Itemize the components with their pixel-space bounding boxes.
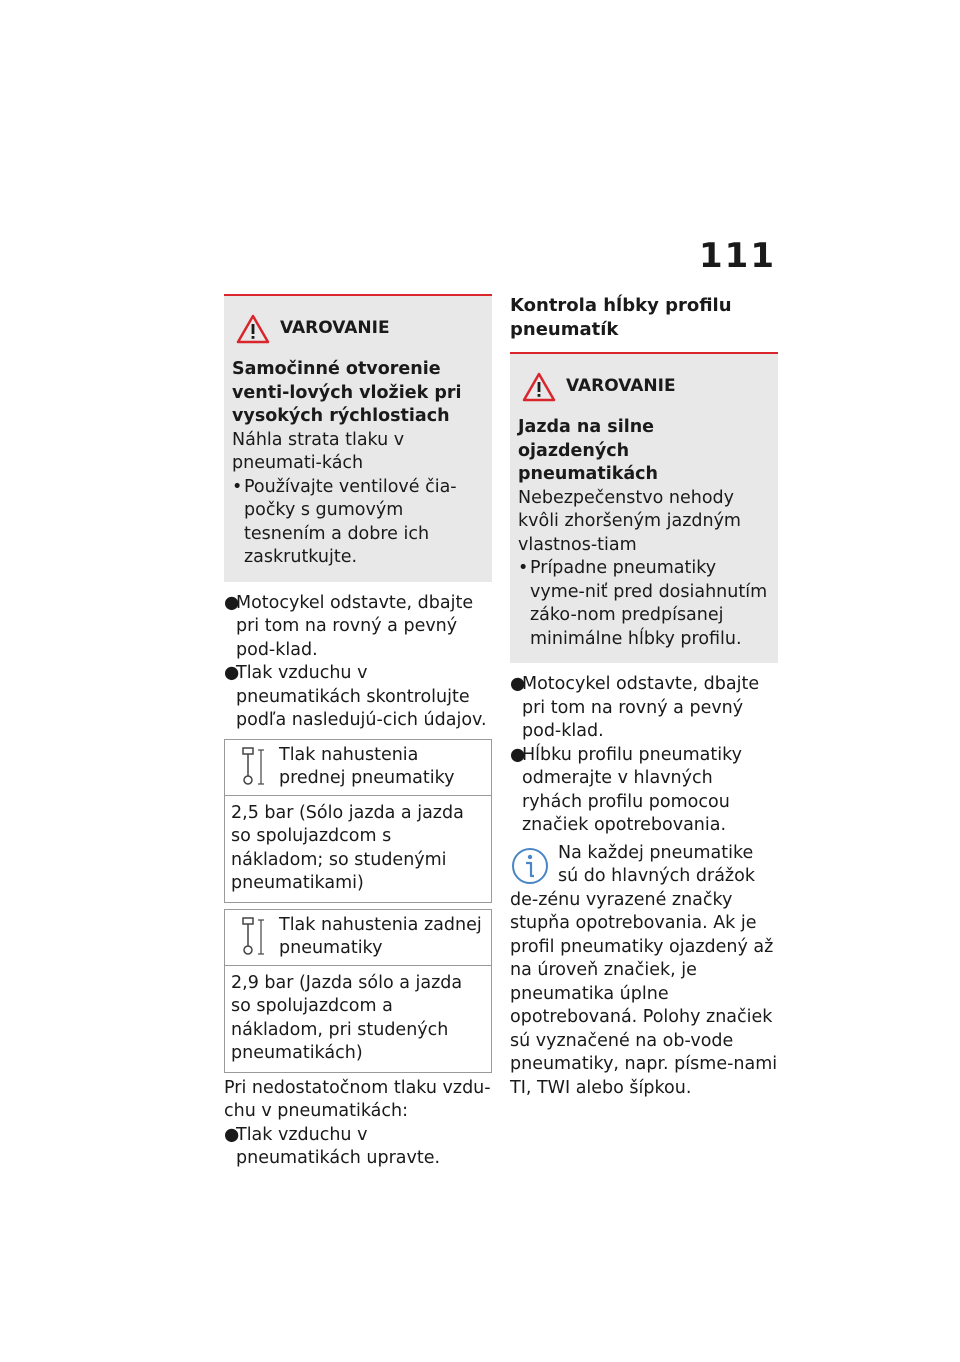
bullet-icon: • [232,476,243,497]
warning-label: VAROVANIE [566,376,676,397]
low-pressure-text: Pri nedostatočnom tlaku vzdu-chu v pneumatikách: [224,1077,491,1121]
step-text: Motocykel odstavte, dbajte pri tom na rovný a pevný pod-klad. [522,674,760,741]
warning-title: Jazda na silne ojazdených pneumatikách [518,417,658,484]
warning-label: VAROVANIE [280,318,390,339]
section-title: Kontrola hĺbky profilu pneumatík [510,295,732,340]
steps-list [510,673,778,838]
right-column [510,294,778,1100]
steps-list [224,592,492,733]
rear-pressure-value: 2,9 bar (Jazda sólo a jazda so spolujazdcom a nákladom, pri studených pneumatikách) [231,972,463,1063]
warning-bullet-item [232,476,484,570]
step-text: Hĺbku profilu pneumatiky odmerajte v hlavných ryhách profilu pomocou značiek opotrebovania. [522,744,742,835]
warning-header [236,314,484,344]
front-pressure-label: Tlak nahustenia prednej pneumatiky [279,744,455,788]
rear-pressure-label: Tlak nahustenia zadnej pneumatiky [279,914,482,958]
bullet-icon: ● [224,592,240,613]
warning-bullets [518,557,770,651]
bullet-icon: • [518,558,529,578]
front-pressure-value: 2,5 bar (Sólo jazda a jazda so spolujazdcom s nákladom; so studenými pneumatikami) [231,802,464,893]
warning-triangle-icon [522,372,556,402]
front-pressure-header [225,740,491,796]
bullet-icon: ● [224,1124,240,1145]
warning-bullet-text: Prípadne pneumatiky vyme-niť pred dosiahnutím záko-nom predpísanej minimálne hĺbky profilu. [530,558,768,649]
bullet-icon: ● [510,674,526,694]
warning-bullets [232,476,484,570]
info-text: Na každej pneumatike sú do hlavných drážok de-zénu vyrazené značky stupňa opotrebovania. Ak je profil pneumatiky ojazdený až na úroveň značiek, je pneumatika úplne opotrebovaná. Polohy značiek sú vyznačené na ob-vode pneumatiky, napr. písme-nami TI, TWI alebo šípkou. [510,842,778,1098]
warning-text: Náhla strata tlaku v pneumati-kách [232,429,405,473]
warning-header [522,372,770,402]
bullet-icon: ● [224,663,240,683]
warning-bullet-text: Používajte ventilové čia-počky s gumovým tesnením a dobre ich zaskrutkujte. [244,476,457,567]
warning-box-tread [510,352,778,663]
step-item [224,662,492,733]
warning-text: Nebezpečenstvo nehody kvôli zhoršeným jazdným vlastnos-tiam [518,487,741,555]
step-item [510,673,778,744]
bullet-icon: ● [510,744,526,765]
step-item [510,744,778,838]
warning-box-valve [224,294,492,582]
step-text: Tlak vzduchu v pneumatikách skontrolujte podľa nasledujú-cich údajov. [236,663,487,730]
step-text: Motocykel odstavte, dbajte pri tom na rovný a pevný pod-klad. [236,592,474,660]
page-number: 111 [699,236,776,276]
step-item [224,592,492,663]
left-column [224,294,492,1171]
rear-pressure-header [225,910,491,966]
front-pressure-table [224,739,492,903]
rear-pressure-table [224,909,492,1073]
step-text: Tlak vzduchu v pneumatikách upravte. [236,1124,441,1168]
low-pressure-steps [224,1124,492,1171]
warning-bullet-item [518,557,770,651]
tire-pressure-gauge-icon [231,744,271,788]
step-item [224,1124,492,1171]
info-block [510,842,778,1101]
tire-pressure-gauge-icon [231,914,271,958]
warning-triangle-icon [236,314,270,344]
warning-title: Samočinné otvorenie venti-lových vložiek pri vysokých rýchlostiach [232,359,462,426]
info-icon [510,844,550,888]
